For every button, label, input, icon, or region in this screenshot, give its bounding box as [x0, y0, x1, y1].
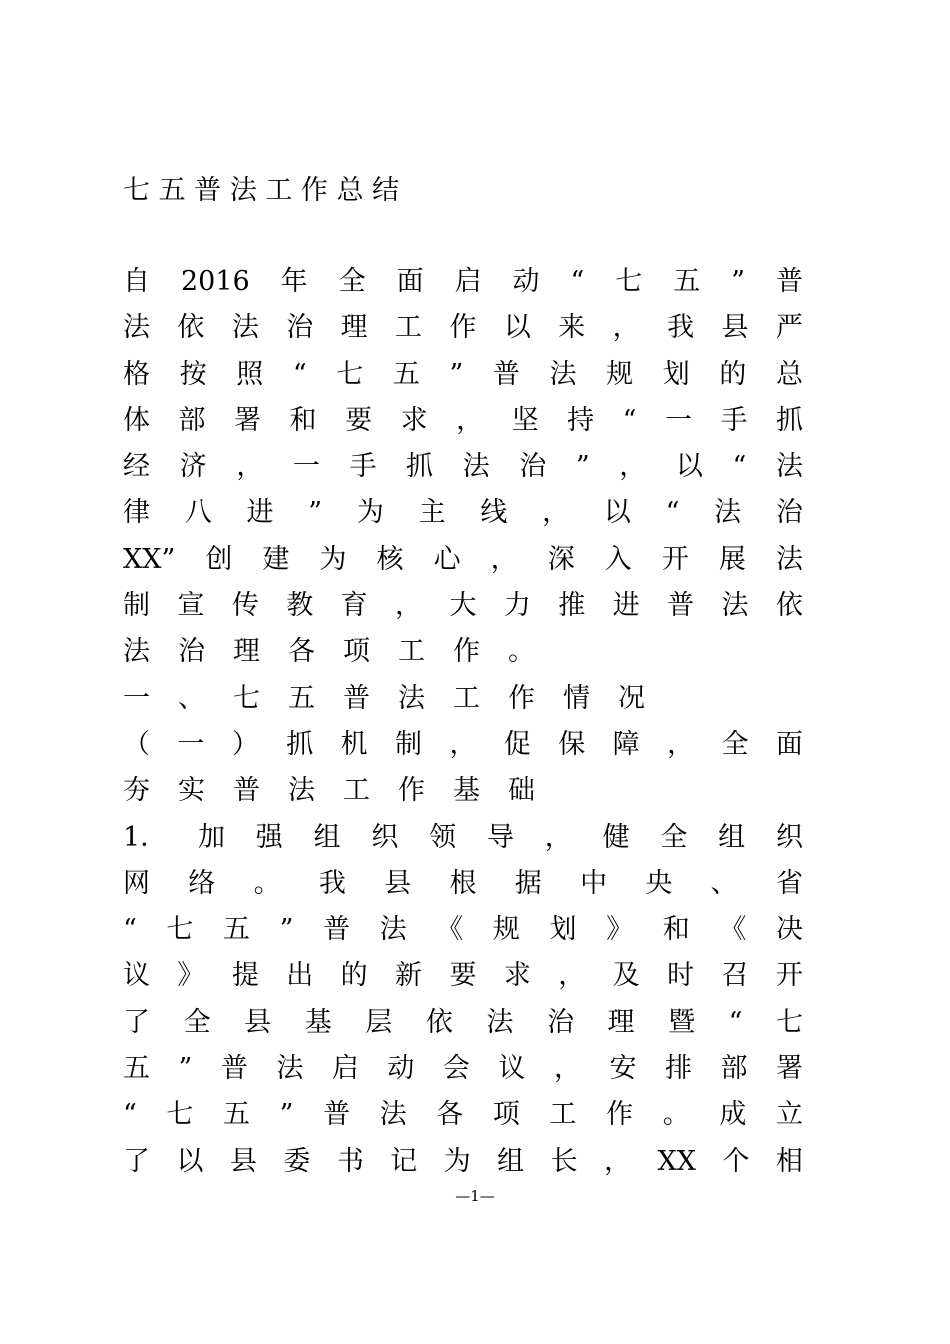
body-glyph: 作	[508, 682, 535, 714]
body-line	[123, 398, 803, 444]
body-glyph: 法	[714, 497, 742, 529]
body-glyph: 成	[719, 1099, 747, 1131]
body-glyph: 。	[662, 1099, 690, 1131]
body-line	[123, 352, 803, 398]
body-line	[123, 676, 803, 722]
body-glyph: 持	[567, 404, 595, 436]
body-glyph: （	[123, 728, 150, 760]
body-glyph: 法	[775, 543, 803, 575]
body-glyph: 为	[356, 497, 384, 529]
body-glyph: 来	[558, 312, 586, 344]
body-glyph: 划	[662, 358, 690, 390]
body-glyph: 八	[184, 497, 212, 529]
body-glyph: 治	[519, 451, 547, 483]
body-line	[123, 1000, 803, 1046]
body-glyph: 安	[609, 1053, 637, 1085]
body-glyph: 组	[718, 821, 746, 853]
body-glyph: 主	[418, 497, 446, 529]
body-glyph: “	[732, 451, 747, 483]
body-glyph: 排	[664, 1053, 692, 1085]
body-glyph: ）	[231, 728, 259, 760]
body-glyph: “	[570, 266, 585, 297]
body-glyph: 理	[340, 312, 368, 344]
body-line	[123, 722, 803, 768]
body-glyph: 。	[253, 867, 281, 899]
body-glyph: “	[123, 1099, 137, 1131]
body-glyph: 手	[349, 451, 377, 483]
body-glyph: 治	[775, 497, 803, 529]
body-glyph: 加	[197, 821, 225, 853]
body-glyph: 规	[492, 914, 520, 946]
body-line	[123, 583, 803, 629]
body-glyph: “	[123, 914, 137, 946]
body-glyph: 启	[331, 1053, 359, 1085]
body-glyph: 实	[178, 775, 205, 807]
body-glyph: 七	[166, 1099, 194, 1131]
body-glyph: 一	[292, 451, 320, 483]
body-glyph: 经	[123, 451, 150, 483]
body-line	[123, 1046, 803, 1092]
body-glyph: 求	[400, 404, 428, 436]
body-glyph: 七	[776, 1006, 803, 1038]
body-glyph: 法	[721, 590, 749, 622]
body-glyph: 教	[286, 590, 314, 622]
body-glyph: 法	[288, 775, 315, 807]
body-glyph: 法	[486, 1006, 514, 1038]
body-glyph: “	[665, 497, 680, 529]
body-glyph: 抓	[776, 404, 803, 436]
body-glyph: 力	[503, 590, 531, 622]
body-glyph: 议	[498, 1053, 526, 1085]
body-line	[123, 1139, 803, 1185]
body-glyph: 工	[453, 682, 480, 714]
body-glyph: 的	[719, 358, 747, 390]
body-glyph: ”	[449, 358, 464, 390]
body-glyph: 《	[436, 914, 464, 946]
body-glyph: 及	[612, 960, 640, 992]
body-glyph: 基	[304, 1006, 332, 1038]
body-glyph: 自	[123, 266, 150, 297]
body-glyph: 大	[449, 590, 477, 622]
body-glyph: 普	[667, 590, 695, 622]
body-glyph: 法	[549, 358, 577, 390]
body-glyph: 手	[720, 404, 748, 436]
body-glyph: 理	[233, 636, 260, 668]
body-glyph: 作	[453, 636, 480, 668]
body-glyph: 普	[776, 266, 803, 297]
body-glyph: 一	[177, 728, 205, 760]
body-glyph: 要	[345, 404, 373, 436]
body-glyph: 面	[775, 728, 803, 760]
body-glyph: 年	[280, 266, 308, 297]
body-glyph: 了	[123, 1145, 150, 1177]
body-glyph: 抓	[286, 728, 314, 760]
body-glyph: 七	[233, 682, 260, 714]
body-glyph: 和	[662, 914, 690, 946]
body-glyph: 央	[645, 867, 673, 899]
body-glyph: 1．	[123, 821, 168, 853]
body-glyph: 全	[721, 728, 749, 760]
body-glyph: ，	[612, 312, 640, 344]
body-glyph: ，	[236, 451, 264, 483]
body-glyph: 依	[775, 590, 803, 622]
body-glyph: 格	[123, 358, 150, 390]
body-glyph: 法	[123, 636, 150, 668]
body-glyph: 面	[396, 266, 424, 297]
body-glyph: 七	[336, 358, 364, 390]
body-glyph: 层	[365, 1006, 393, 1038]
body-glyph: ，	[604, 1145, 632, 1177]
body-glyph: 暨	[668, 1006, 696, 1038]
body-glyph: 了	[123, 1006, 150, 1038]
body-glyph: 础	[508, 775, 535, 807]
body-glyph: ”	[279, 1099, 294, 1131]
body-glyph: 进	[246, 497, 274, 529]
body-glyph: “	[728, 1006, 743, 1038]
body-glyph: 深	[547, 543, 575, 575]
body-glyph: 开	[775, 960, 803, 992]
body-glyph: 新	[395, 960, 423, 992]
body-glyph: 心	[433, 543, 461, 575]
body-glyph: 决	[775, 914, 803, 946]
body-glyph: ”	[178, 1053, 193, 1085]
body-glyph: ，	[667, 728, 695, 760]
body-glyph: ，	[542, 497, 570, 529]
body-glyph: ，	[490, 543, 518, 575]
body-glyph: ”	[279, 914, 294, 946]
body-line	[123, 907, 803, 953]
body-glyph: 创	[205, 543, 233, 575]
body-glyph: 夯	[123, 775, 150, 807]
body-glyph: 组	[497, 1145, 525, 1177]
body-glyph: 导	[486, 821, 514, 853]
body-glyph: 宣	[177, 590, 205, 622]
body-glyph: 》	[177, 960, 205, 992]
body-glyph: ”	[731, 266, 746, 297]
body-line	[123, 305, 803, 351]
body-glyph: 全	[338, 266, 366, 297]
body-glyph: 启	[454, 266, 482, 297]
body-glyph: 以	[176, 1145, 204, 1177]
body-glyph: 普	[323, 1099, 351, 1131]
body-line	[123, 953, 803, 999]
body-glyph: 治	[546, 1006, 574, 1038]
body-glyph: ”	[308, 497, 323, 529]
body-glyph: 理	[607, 1006, 635, 1038]
body-line	[123, 815, 803, 861]
body-glyph: 制	[123, 590, 150, 622]
document-body	[123, 259, 803, 1185]
body-line	[123, 537, 803, 583]
body-glyph: “	[622, 404, 637, 436]
body-glyph: 为	[319, 543, 347, 575]
body-glyph: 。	[508, 636, 535, 668]
body-glyph: 的	[340, 960, 368, 992]
body-glyph: 治	[286, 312, 314, 344]
body-glyph: 强	[255, 821, 283, 853]
body-glyph: 依	[177, 312, 205, 344]
body-glyph: 育	[340, 590, 368, 622]
body-glyph: 五	[123, 1053, 150, 1085]
body-line	[123, 861, 803, 907]
body-glyph: 络	[188, 867, 216, 899]
body-glyph: 制	[395, 728, 423, 760]
body-glyph: ”	[575, 451, 590, 483]
body-glyph: ，	[558, 960, 586, 992]
body-glyph: 部	[720, 1053, 748, 1085]
body-glyph: 中	[580, 867, 608, 899]
body-glyph: 法	[231, 312, 259, 344]
body-glyph: 动	[387, 1053, 415, 1085]
body-glyph: 七	[615, 266, 643, 297]
body-glyph: 织	[371, 821, 399, 853]
body-glyph: 普	[323, 914, 351, 946]
body-glyph: 进	[612, 590, 640, 622]
body-line	[123, 1092, 803, 1138]
body-glyph: 传	[231, 590, 259, 622]
body-glyph: 以	[675, 451, 703, 483]
body-glyph: 据	[514, 867, 542, 899]
body-glyph: 以	[503, 312, 531, 344]
body-glyph: 和	[289, 404, 317, 436]
body-glyph: 入	[604, 543, 632, 575]
body-glyph: 网	[123, 867, 150, 899]
body-glyph: 法	[379, 914, 407, 946]
body-glyph: 立	[775, 1099, 803, 1131]
body-glyph: 项	[343, 636, 370, 668]
body-glyph: 体	[123, 404, 150, 436]
body-glyph: 法	[276, 1053, 304, 1085]
body-glyph: 项	[492, 1099, 520, 1131]
body-glyph: 县	[384, 867, 412, 899]
body-glyph: ，	[619, 451, 647, 483]
body-glyph: 治	[178, 636, 205, 668]
body-glyph: 相	[775, 1145, 803, 1177]
body-glyph: 法	[775, 451, 803, 483]
body-glyph: 为	[443, 1145, 471, 1177]
body-glyph: 工	[398, 636, 425, 668]
body-glyph: 议	[123, 960, 150, 992]
body-glyph: 促	[503, 728, 531, 760]
body-glyph: 织	[775, 821, 803, 853]
body-glyph: 总	[775, 358, 803, 390]
body-glyph: 全	[660, 821, 688, 853]
body-glyph: 七	[166, 914, 194, 946]
body-glyph: 法	[398, 682, 425, 714]
body-glyph: 、	[178, 682, 205, 714]
body-glyph: 作	[606, 1099, 634, 1131]
body-glyph: 展	[718, 543, 746, 575]
body-glyph: 济	[179, 451, 207, 483]
body-glyph: 个	[722, 1145, 750, 1177]
body-glyph: XX	[657, 1145, 696, 1177]
body-glyph: 记	[390, 1145, 418, 1177]
body-glyph: 作	[449, 312, 477, 344]
body-glyph: 根	[449, 867, 477, 899]
body-glyph: 按	[179, 358, 207, 390]
body-glyph: 县	[721, 312, 749, 344]
body-glyph: 推	[558, 590, 586, 622]
body-glyph: 各	[436, 1099, 464, 1131]
body-glyph: 提	[231, 960, 259, 992]
body-line	[123, 259, 803, 305]
body-glyph: 普	[233, 775, 260, 807]
body-glyph: 基	[453, 775, 480, 807]
body-glyph: 我	[318, 867, 346, 899]
body-glyph: 建	[262, 543, 290, 575]
body-glyph: 核	[376, 543, 404, 575]
body-glyph: 律	[123, 497, 150, 529]
body-glyph: 省	[775, 867, 803, 899]
body-glyph: 委	[283, 1145, 311, 1177]
body-glyph: 召	[721, 960, 749, 992]
body-glyph: 情	[563, 682, 590, 714]
body-line	[123, 768, 803, 814]
body-glyph: 求	[503, 960, 531, 992]
body-glyph: ，	[456, 404, 484, 436]
body-glyph: 各	[288, 636, 315, 668]
body-glyph: ，	[544, 821, 572, 853]
body-glyph: 依	[425, 1006, 453, 1038]
body-glyph: 、	[710, 867, 738, 899]
body-glyph: 我	[667, 312, 695, 344]
body-glyph: 部	[178, 404, 206, 436]
body-glyph: 法	[123, 312, 150, 344]
document-title: 七 五 普 法 工 作 总 结	[123, 175, 400, 206]
body-glyph: 县	[229, 1145, 257, 1177]
body-glyph: 普	[492, 358, 520, 390]
body-glyph: 县	[244, 1006, 272, 1038]
body-glyph: ，	[449, 728, 477, 760]
body-glyph: 署	[234, 404, 262, 436]
body-glyph: 组	[313, 821, 341, 853]
body-glyph: 坚	[511, 404, 539, 436]
body-glyph: 工	[395, 312, 423, 344]
body-glyph: 照	[236, 358, 264, 390]
body-glyph: 规	[606, 358, 634, 390]
body-glyph: 健	[602, 821, 630, 853]
body-glyph: 一	[123, 682, 150, 714]
body-glyph: 五	[223, 914, 251, 946]
body-glyph: 开	[661, 543, 689, 575]
body-glyph: 划	[549, 914, 577, 946]
body-glyph: 领	[429, 821, 457, 853]
body-glyph: ，	[395, 590, 423, 622]
body-glyph: 机	[340, 728, 368, 760]
body-glyph: 署	[776, 1053, 803, 1085]
body-glyph: 工	[343, 775, 370, 807]
body-glyph: 要	[449, 960, 477, 992]
body-glyph: 会	[442, 1053, 470, 1085]
body-glyph: 以	[603, 497, 631, 529]
body-glyph: 抓	[406, 451, 434, 483]
body-glyph: XX”	[123, 543, 176, 575]
body-glyph: 法	[462, 451, 490, 483]
body-glyph: 法	[379, 1099, 407, 1131]
body-glyph: 五	[288, 682, 315, 714]
body-glyph: 线	[480, 497, 508, 529]
body-line	[123, 444, 803, 490]
body-glyph: 五	[223, 1099, 251, 1131]
body-glyph: 作	[398, 775, 425, 807]
body-glyph: “	[292, 358, 307, 390]
body-glyph: 工	[549, 1099, 577, 1131]
body-glyph: 五	[392, 358, 420, 390]
body-glyph: 《	[719, 914, 747, 946]
body-glyph: 长	[550, 1145, 578, 1177]
body-glyph: 普	[220, 1053, 248, 1085]
body-glyph: 2016	[180, 266, 250, 297]
body-glyph: 时	[667, 960, 695, 992]
body-glyph: 普	[343, 682, 370, 714]
body-line	[123, 490, 803, 536]
body-glyph: 》	[606, 914, 634, 946]
body-glyph: 五	[673, 266, 701, 297]
body-glyph: 况	[618, 682, 645, 714]
body-glyph: 书	[336, 1145, 364, 1177]
body-line	[123, 629, 803, 675]
body-glyph: 全	[183, 1006, 211, 1038]
body-glyph: 出	[286, 960, 314, 992]
body-glyph: 动	[512, 266, 540, 297]
page-number: —1—	[455, 1187, 495, 1205]
body-glyph: 保	[558, 728, 586, 760]
body-glyph: ，	[553, 1053, 581, 1085]
body-glyph: 严	[775, 312, 803, 344]
body-glyph: 障	[612, 728, 640, 760]
body-glyph: 一	[664, 404, 692, 436]
